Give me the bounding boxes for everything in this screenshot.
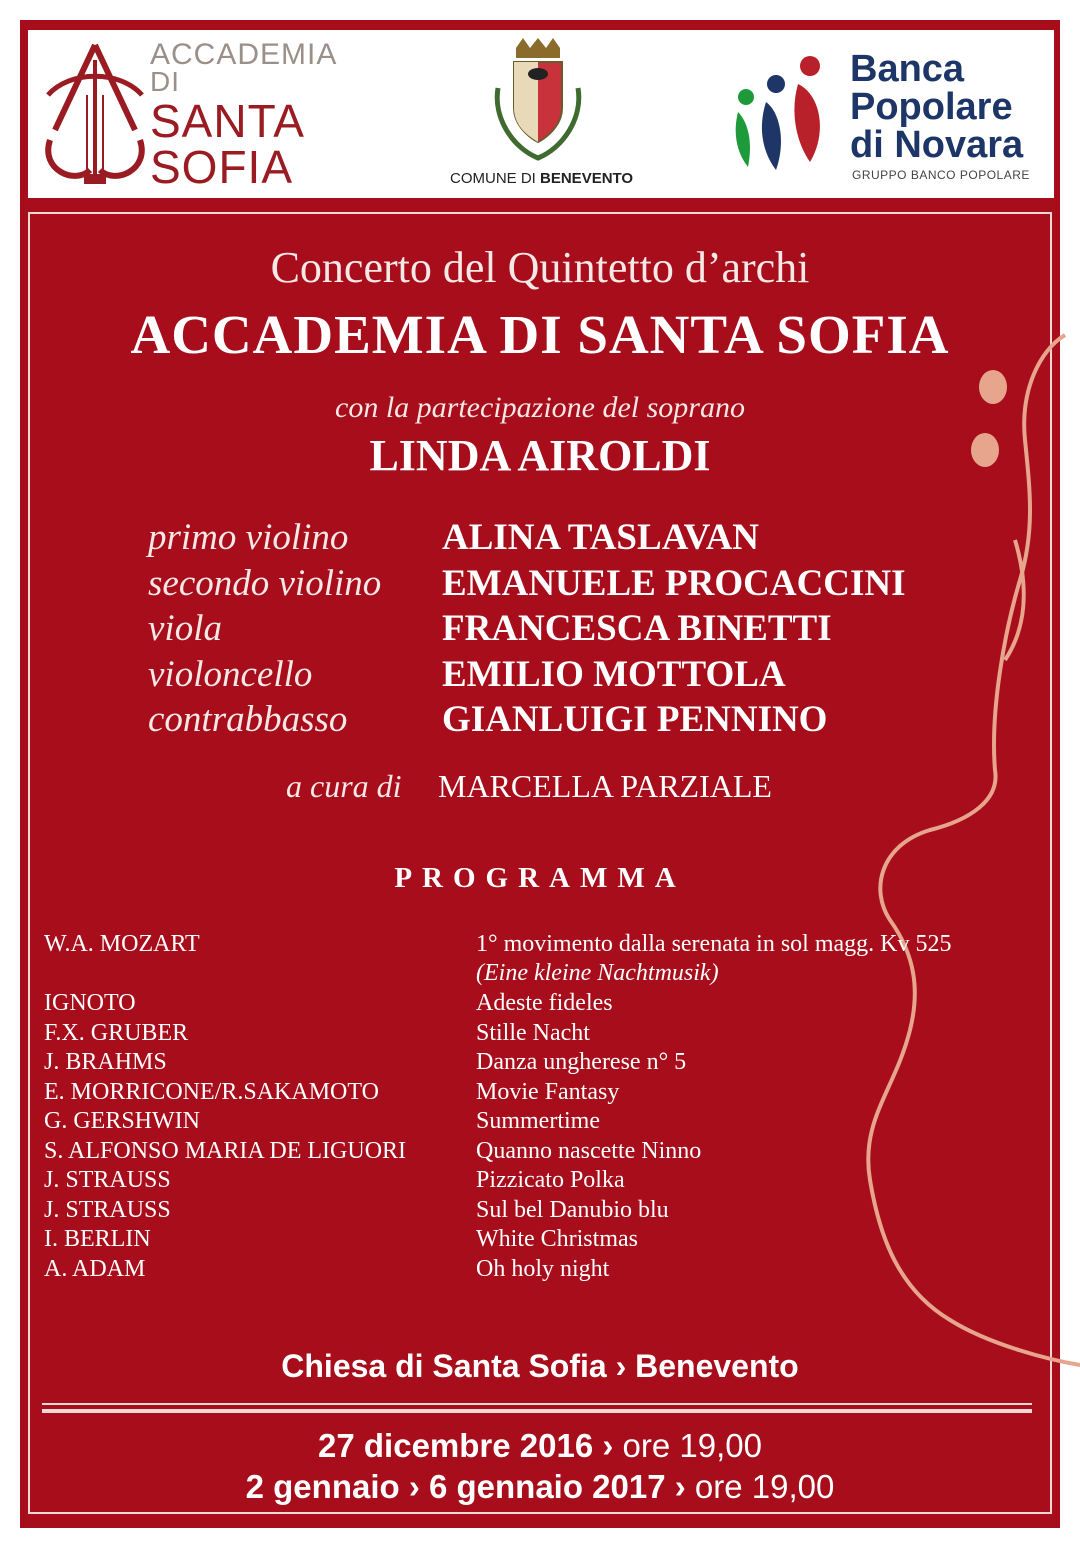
accademia-logo-line4: SOFIA bbox=[150, 141, 294, 193]
date-line-1 bbox=[0, 1427, 1080, 1465]
concert-subtitle: Concerto del Quintetto d’archi bbox=[270, 243, 810, 292]
role-label: violoncello bbox=[148, 654, 313, 695]
time-1: ore 19,00 bbox=[622, 1427, 762, 1464]
role-label: contrabbasso bbox=[148, 699, 348, 740]
program-composer: S. ALFONSO MARIA DE LIGUORI bbox=[44, 1138, 407, 1164]
program-piece: 1° movimento dalla serenata in sol magg. Kv 525 bbox=[476, 931, 952, 957]
program-composer: J. BRAHMS bbox=[44, 1049, 167, 1075]
program-piece-note: (Eine kleine Nachtmusik) bbox=[476, 960, 719, 986]
accademia-logo-line3: SANTA bbox=[150, 95, 305, 147]
curator-label: a cura di bbox=[286, 768, 402, 804]
program-composer: J. STRAUSS bbox=[44, 1167, 171, 1193]
program-piece: Pizzicato Polka bbox=[476, 1167, 625, 1193]
accademia-logo-line2: DI bbox=[150, 66, 180, 97]
banca-logo-line3: di Novara bbox=[850, 124, 1024, 166]
program-piece: Oh holy night bbox=[476, 1256, 610, 1282]
participation-line: con la partecipazione del soprano bbox=[335, 391, 745, 424]
divider-top-line bbox=[42, 1403, 1032, 1405]
program-piece: White Christmas bbox=[476, 1226, 638, 1252]
player-name: EMILIO MOTTOLA bbox=[442, 654, 786, 695]
date-line-2 bbox=[0, 1468, 1080, 1506]
role-label: primo violino bbox=[148, 517, 349, 558]
program-piece: Summertime bbox=[476, 1108, 600, 1134]
banca-group: GRUPPO BANCO POPOLARE bbox=[852, 168, 1030, 182]
comune-name: BENEVENTO bbox=[540, 170, 634, 187]
role-label: viola bbox=[148, 608, 222, 649]
program-composer: F.X. GRUBER bbox=[44, 1020, 189, 1046]
program-composer: W.A. MOZART bbox=[44, 931, 200, 957]
program-composer: I. BERLIN bbox=[44, 1226, 151, 1252]
program-piece: Stille Nacht bbox=[476, 1020, 590, 1046]
venue: Chiesa di Santa Sofia › Benevento bbox=[281, 1348, 799, 1384]
program-piece: Sul bel Danubio blu bbox=[476, 1197, 669, 1223]
coat-of-arms-icon bbox=[488, 38, 588, 168]
program-composer: A. ADAM bbox=[44, 1256, 146, 1282]
player-name: EMANUELE PROCACCINI bbox=[442, 563, 906, 604]
program-composer: G. GERSHWIN bbox=[44, 1108, 200, 1134]
program-piece: Quanno nascette Ninno bbox=[476, 1138, 702, 1164]
program-piece: Danza ungherese n° 5 bbox=[476, 1049, 687, 1075]
time-2: ore 19,00 bbox=[694, 1468, 835, 1505]
three-people-icon bbox=[728, 52, 838, 172]
program-piece: Adeste fideles bbox=[476, 990, 613, 1016]
program-composer: J. STRAUSS bbox=[44, 1197, 171, 1223]
concert-title: ACCADEMIA DI SANTA SOFIA bbox=[130, 304, 950, 365]
comune-logo-text bbox=[450, 170, 633, 187]
player-name: GIANLUIGI PENNINO bbox=[442, 699, 828, 740]
soloist-name: LINDA AIROLDI bbox=[369, 431, 711, 480]
program-composer: E. MORRICONE/R.SAKAMOTO bbox=[44, 1079, 379, 1105]
date-2: 2 gennaio › 6 gennaio 2017 › bbox=[245, 1468, 686, 1505]
accademia-logo-line1: ACCADEMIA bbox=[150, 38, 338, 71]
lyre-icon bbox=[40, 40, 150, 190]
banca-logo-line1: Banca bbox=[850, 48, 965, 90]
comune-prefix: COMUNE DI bbox=[450, 170, 536, 187]
curator-name: MARCELLA PARZIALE bbox=[438, 768, 772, 804]
banca-logo-line2: Popolare bbox=[850, 86, 1013, 128]
player-name: ALINA TASLAVAN bbox=[442, 517, 760, 558]
program-composer: IGNOTO bbox=[44, 990, 136, 1016]
divider-bottom-line bbox=[42, 1409, 1032, 1413]
program-heading: PROGRAMMA bbox=[394, 862, 686, 894]
player-name: FRANCESCA BINETTI bbox=[442, 608, 832, 649]
role-label: secondo violino bbox=[148, 563, 382, 604]
program-piece: Movie Fantasy bbox=[476, 1079, 620, 1105]
date-1: 27 dicembre 2016 › bbox=[318, 1427, 614, 1464]
